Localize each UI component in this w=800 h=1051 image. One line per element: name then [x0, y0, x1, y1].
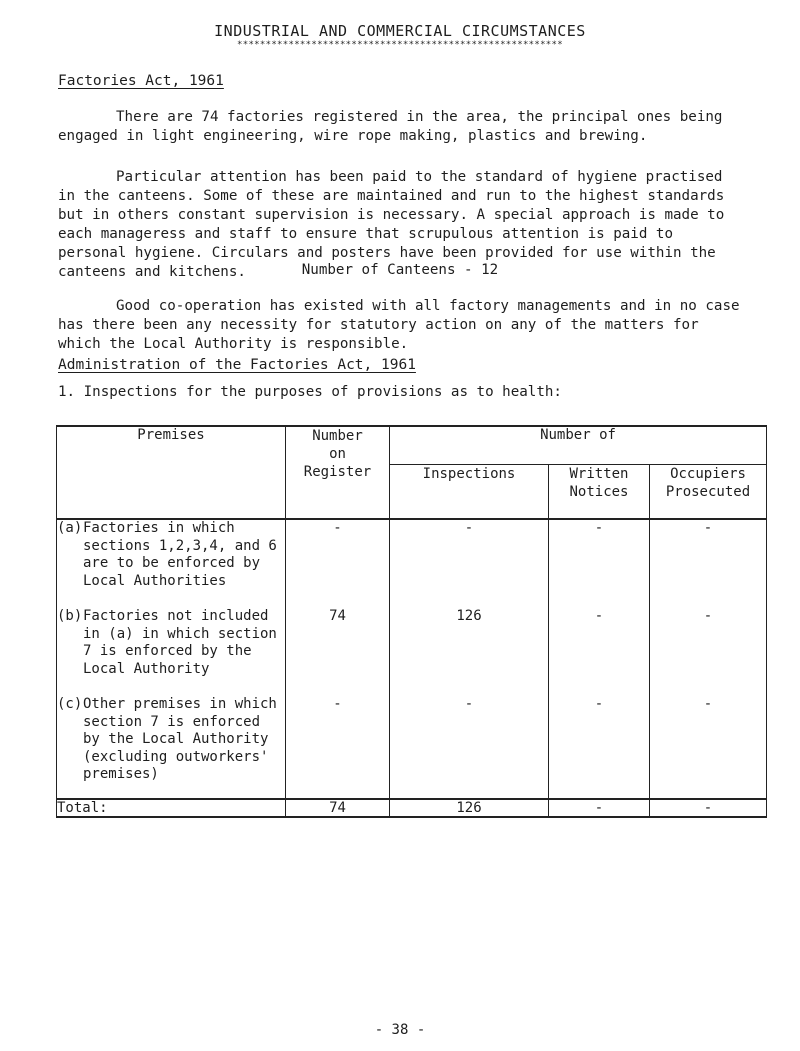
row-description: Factories in which sections 1,2,3,4, and 6 are to be enforced by Local Authorities: [83, 520, 277, 589]
canteen-count: Number of Canteens - 12: [301, 262, 499, 278]
paragraph-factories-registered: There are 74 factories registered in the area, the principal ones being engaged in light engineering, wire rope making, plastics and brewing.: [58, 109, 723, 144]
inspections-item-heading: 1. Inspections for the purposes of provisions as to health:: [58, 384, 562, 400]
section-heading-administration: Administration of the Factories Act, 1961: [58, 357, 416, 373]
column-header-premises: Premises: [57, 426, 286, 519]
register-cell: -: [286, 519, 390, 598]
total-inspections-cell: 126: [390, 799, 549, 817]
inspections-cell: 126: [390, 598, 549, 686]
row-label: (a): [57, 520, 83, 536]
table-row: [57, 598, 767, 686]
row-description: Other premises in which section 7 is enforced by the Local Authority (excluding outworkers' premises): [83, 696, 277, 782]
premises-cell: [57, 598, 286, 686]
page-number: - 38 -: [374, 1022, 426, 1038]
inspections-cell: -: [390, 686, 549, 799]
prosecuted-cell: -: [650, 686, 767, 799]
prosecuted-cell: -: [650, 519, 767, 598]
table-total-row: [57, 799, 767, 817]
total-label: Total:: [57, 799, 286, 817]
premises-cell: [57, 686, 286, 799]
row-label: (b): [57, 608, 83, 624]
column-header-written-notices: Written Notices: [549, 465, 650, 520]
written-notices-cell: -: [549, 598, 650, 686]
paragraph-cooperation: Good co-operation has existed with all factory managements and in no case has there been any necessity for statutory action on any of the matters for which the Local Authority is responsible.: [58, 298, 740, 352]
column-header-register: Number on Register: [286, 426, 390, 519]
column-header-inspections: Inspections: [390, 465, 549, 520]
section-heading-factories-act: Factories Act, 1961: [58, 73, 224, 89]
register-cell: -: [286, 686, 390, 799]
total-register-cell: 74: [286, 799, 390, 817]
register-cell: 74: [286, 598, 390, 686]
column-header-occupiers-prosecuted: Occupiers Prosecuted: [650, 465, 767, 520]
inspections-cell: -: [390, 519, 549, 598]
column-group-header-number-of: Number of: [390, 426, 767, 465]
total-written-notices-cell: -: [549, 799, 650, 817]
written-notices-cell: -: [549, 686, 650, 799]
row-description: Factories not included in (a) in which section 7 is enforced by the Local Authority: [83, 608, 277, 677]
page-title: INDUSTRIAL AND COMMERCIAL CIRCUMSTANCES: [214, 22, 586, 40]
inspections-table: [56, 425, 767, 818]
prosecuted-cell: -: [650, 598, 767, 686]
table-row: [57, 519, 767, 598]
total-prosecuted-cell: -: [650, 799, 767, 817]
row-label: (c): [57, 696, 83, 712]
star-divider: *********************************************************: [237, 40, 563, 50]
table-row: [57, 686, 767, 799]
written-notices-cell: -: [549, 519, 650, 598]
paragraph-canteen-hygiene: Particular attention has been paid to the standard of hygiene practised in the canteens. Some of these are maintained and run to the highest standards but in others constant supervision is necessary. A special approach is made to each manageress and staff to ensure that scrupulous attention is paid to personal hygiene. Circulars and posters have been provided for use within the canteens and kitchens.: [58, 169, 725, 280]
premises-cell: [57, 519, 286, 598]
